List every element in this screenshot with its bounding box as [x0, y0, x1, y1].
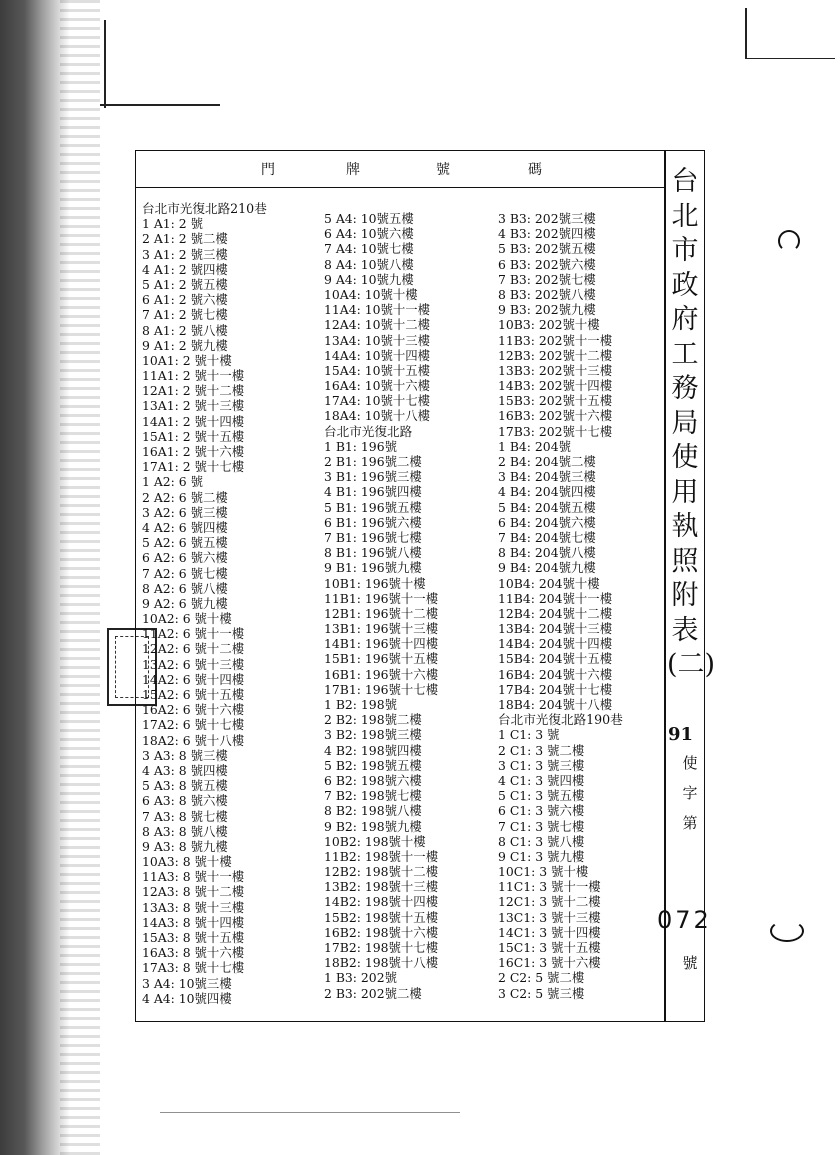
address-line: 1 B3: 202號: [324, 970, 397, 986]
address-line: 2 B4: 204號二樓: [498, 454, 596, 469]
address-line: 9 A1: 2 號九樓: [142, 337, 228, 353]
address-line: 18A4: 10號十八樓: [324, 408, 431, 424]
address-line: 5 A1: 2 號五樓: [142, 276, 228, 292]
address-line: 14A4: 10號十四樓: [324, 347, 431, 363]
address-line: 8 B2: 198號八樓: [324, 803, 422, 819]
address-line: 11A3: 8 號十一樓: [142, 869, 245, 885]
address-line: 1 B1: 196號: [324, 438, 397, 454]
address-line: 6 C1: 3 號六樓: [498, 803, 585, 819]
address-line: 5 B3: 202號五樓: [498, 241, 596, 257]
address-line: 16A1: 2 號十六樓: [142, 444, 245, 459]
scan-line-bottom: [160, 1112, 460, 1113]
address-line: 12B2: 198號十二樓: [324, 864, 439, 880]
address-line: 3 A4: 10號三樓: [142, 975, 232, 991]
scan-speck: [770, 920, 804, 942]
address-line: 4 B3: 202號四樓: [498, 226, 596, 242]
address-line: 15B2: 198號十五樓: [324, 909, 439, 925]
address-line: 12A1: 2 號十二樓: [142, 383, 245, 399]
address-line: 7 B1: 196號七樓: [324, 529, 422, 545]
address-line: 7 A2: 6 號七樓: [142, 565, 228, 581]
address-line: 14B3: 202號十四樓: [498, 378, 613, 394]
address-line: 2 A1: 2 號二樓: [142, 231, 228, 247]
address-line: 11B2: 198號十一樓: [324, 848, 439, 864]
address-line: 17B1: 196號十七樓: [324, 681, 439, 697]
address-line: 10B2: 198號十樓: [324, 833, 426, 849]
address-line: 6 A3: 8 號六樓: [142, 793, 228, 809]
address-line: 12C1: 3 號十二樓: [498, 894, 601, 910]
header-label-1: 門: [261, 162, 275, 178]
address-line: 1 B2: 198號: [324, 697, 397, 712]
address-line: 2 C1: 3 號二樓: [498, 742, 585, 758]
address-line: 9 B3: 202號九樓: [498, 302, 596, 318]
address-line: 15A4: 10號十五樓: [324, 362, 431, 378]
address-line: 5 B2: 198號五樓: [324, 757, 422, 773]
label-hao: 號: [682, 954, 698, 972]
address-line: 13B3: 202號十三樓: [498, 362, 613, 378]
address-line: 8 B3: 202號八樓: [498, 286, 596, 302]
address-line: 4 C1: 3 號四樓: [498, 772, 585, 788]
address-line: 11B1: 196號十一樓: [324, 590, 439, 606]
address-line: 2 B2: 198號二樓: [324, 712, 422, 728]
address-line: 17A4: 10號十七樓: [324, 393, 431, 409]
address-line: 8 A4: 10號八樓: [324, 256, 414, 272]
address-line: 16A4: 10號十六樓: [324, 378, 431, 394]
address-line: 14B1: 196號十四樓: [324, 636, 439, 652]
address-line: 7 A3: 8 號七樓: [142, 808, 228, 824]
address-line: 9 B4: 204號九樓: [498, 560, 596, 576]
title-char: 工: [671, 338, 699, 370]
address-line: 5 C1: 3 號五樓: [498, 788, 585, 804]
title-char: 用: [671, 476, 699, 508]
address-line: 15B3: 202號十五樓: [498, 393, 613, 409]
label-shi: 使: [682, 754, 698, 772]
permit-number: 91: [668, 724, 694, 745]
title-char: (二): [667, 649, 716, 680]
address-line: 2 A2: 6 號二樓: [142, 489, 228, 505]
address-line: 6 A2: 6 號六樓: [142, 550, 228, 566]
address-line: 台北市光復北路190巷: [498, 712, 623, 728]
address-line: 1 A2: 6 號: [142, 474, 203, 490]
address-line: 7 A4: 10號七樓: [324, 241, 414, 257]
address-line: 1 A1: 2 號: [142, 216, 203, 232]
address-line: 6 B2: 198號六樓: [324, 772, 422, 788]
address-line: 15B4: 204號十五樓: [498, 651, 613, 667]
address-line: 11A1: 2 號十一樓: [142, 368, 245, 384]
address-line: 11B3: 202號十一樓: [498, 332, 613, 348]
address-line: 11C1: 3 號十一樓: [498, 879, 601, 895]
address-line: 14B2: 198號十四樓: [324, 894, 439, 910]
address-line: 14A1: 2 號十四樓: [142, 413, 245, 429]
address-line: 17A3: 8 號十七樓: [142, 960, 245, 976]
address-line: 14C1: 3 號十四樓: [498, 924, 601, 940]
address-line: 3 A1: 2 號三樓: [142, 246, 228, 262]
address-line: 1 B4: 204號: [498, 438, 571, 454]
address-line: 12A2: 6 號十二樓: [142, 641, 245, 657]
address-line: 14A2: 6 號十四樓: [142, 671, 245, 687]
address-line: 8 B4: 204號八樓: [498, 545, 596, 561]
label-di: 第: [682, 814, 698, 832]
address-line: 13C1: 3 號十三樓: [498, 909, 601, 925]
address-line: 5 A3: 8 號五樓: [142, 778, 228, 794]
side-divider: [664, 151, 666, 1021]
address-line: 12B3: 202號十二樓: [498, 347, 613, 363]
address-line: 18B2: 198號十八樓: [324, 955, 439, 971]
address-line: 7 A1: 2 號七樓: [142, 307, 228, 323]
address-line: 16A3: 8 號十六樓: [142, 945, 245, 961]
scan-speck: [778, 230, 800, 252]
address-line: 3 C2: 5 號三樓: [498, 985, 585, 1001]
address-line: 4 A1: 2 號四樓: [142, 261, 228, 277]
address-line: 3 A2: 6 號三樓: [142, 504, 228, 520]
address-line: 3 B4: 204號三樓: [498, 469, 596, 485]
header-label-4: 碼: [528, 162, 542, 178]
title-char: 北: [671, 200, 699, 232]
address-line: 16B2: 198號十六樓: [324, 924, 439, 940]
address-line: 1 C1: 3 號: [498, 727, 560, 743]
address-line: 10B4: 204號十樓: [498, 575, 600, 591]
address-line: 9 B1: 196號九樓: [324, 560, 422, 576]
address-line: 7 B2: 198號七樓: [324, 788, 422, 804]
address-line: 3 A3: 8 號三樓: [142, 747, 228, 763]
header-label-3: 號: [436, 162, 450, 178]
address-line: 17B2: 198號十七樓: [324, 940, 439, 955]
address-line: 11A4: 10號十一樓: [324, 302, 431, 318]
address-line: 5 B4: 204號五樓: [498, 499, 596, 515]
address-line: 16B1: 196號十六樓: [324, 666, 439, 682]
address-line: 13A3: 8 號十三樓: [142, 899, 245, 915]
address-line: 9 A3: 8 號九樓: [142, 838, 228, 854]
address-line: 8 A2: 6 號八樓: [142, 580, 228, 596]
address-line: 3 B2: 198號三樓: [324, 727, 422, 743]
scan-line-right: [745, 8, 747, 58]
title-char: 附: [671, 580, 699, 611]
address-line: 17A1: 2 號十七樓: [142, 459, 245, 475]
address-line: 2 B1: 196號二樓: [324, 454, 422, 469]
address-line: 8 B1: 196號八樓: [324, 545, 422, 561]
address-line: 13B1: 196號十三樓: [324, 621, 439, 637]
address-line: 18A2: 6 號十八樓: [142, 732, 245, 748]
address-line: 11B4: 204號十一樓: [498, 590, 613, 606]
address-line: 4 B1: 196號四樓: [324, 484, 422, 500]
scan-line-top-right: [745, 58, 835, 59]
address-line: 13B2: 198號十三樓: [324, 879, 439, 895]
address-line: 6 B1: 196號六樓: [324, 514, 422, 530]
address-line: 9 A2: 6 號九樓: [142, 595, 228, 611]
address-line: 台北市光復北路: [324, 423, 413, 439]
address-line: 12A3: 8 號十二樓: [142, 884, 245, 900]
address-line: 15A1: 2 號十五樓: [142, 428, 245, 444]
scan-line-top: [100, 104, 220, 106]
title-char: 務: [671, 373, 699, 404]
address-line: 13A1: 2 號十三樓: [142, 398, 245, 414]
address-line: 10C1: 3 號十樓: [498, 864, 589, 880]
address-line: 5 A2: 6 號五樓: [142, 535, 228, 551]
address-line: 17B3: 202號十七樓: [498, 423, 613, 439]
address-table: [135, 150, 716, 1022]
address-line: 17B4: 204號十七樓: [498, 681, 613, 697]
title-char: 市: [671, 235, 699, 266]
address-line: 4 A3: 8 號四樓: [142, 762, 228, 778]
address-line: 6 B3: 202號六樓: [498, 256, 596, 272]
address-line: 9 B2: 198號九樓: [324, 818, 422, 834]
title-char: 府: [671, 304, 699, 335]
address-line: 12B4: 204號十二樓: [498, 605, 613, 621]
title-char: 局: [671, 407, 699, 439]
title-char: 表: [671, 614, 699, 646]
address-line: 7 B3: 202號七樓: [498, 271, 596, 287]
address-line: 6 A4: 10號六樓: [324, 226, 414, 242]
address-line: 10B1: 196號十樓: [324, 575, 426, 591]
address-line: 15C1: 3 號十五樓: [498, 940, 601, 955]
address-line: 5 B1: 196號五樓: [324, 499, 422, 515]
address-line: 16C1: 3 號十六樓: [498, 955, 601, 971]
address-line: 13A4: 10號十三樓: [324, 332, 431, 348]
address-line: 15A3: 8 號十五樓: [142, 930, 245, 945]
address-line: 15B1: 196號十五樓: [324, 651, 439, 667]
address-line: 16A2: 6 號十六樓: [142, 702, 245, 718]
address-line: 10A4: 10號十樓: [324, 286, 418, 302]
address-line: 4 A2: 6 號四樓: [142, 519, 228, 535]
address-line: 16B3: 202號十六樓: [498, 408, 613, 424]
address-line: 18B4: 204號十八樓: [498, 697, 613, 712]
header-label-2: 牌: [346, 162, 360, 178]
address-line: 8 A1: 2 號八樓: [142, 322, 228, 338]
address-line: 16B4: 204號十六樓: [498, 666, 613, 682]
address-line: 17A2: 6 號十七樓: [142, 717, 245, 733]
address-line: 3 B1: 196號三樓: [324, 469, 422, 485]
address-line: 7 C1: 3 號七樓: [498, 818, 585, 834]
address-line: 2 B3: 202號二樓: [324, 985, 422, 1001]
address-line: 台北市光復北路210巷: [142, 201, 267, 216]
address-line: 6 B4: 204號六樓: [498, 514, 596, 530]
address-line: 9 A4: 10號九樓: [324, 271, 414, 287]
title-char: 政: [671, 269, 699, 301]
address-line: 12A4: 10號十二樓: [324, 317, 431, 333]
address-line: 4 B2: 198號四樓: [324, 742, 422, 758]
scan-line-vert: [104, 20, 106, 108]
address-line: 14B4: 204號十四樓: [498, 636, 613, 652]
address-line: 9 C1: 3 號九樓: [498, 848, 585, 864]
address-column-3: [498, 211, 623, 1001]
title-char: 使: [671, 442, 699, 473]
title-char: 執: [671, 511, 699, 542]
address-column-2: [324, 211, 438, 1001]
title-char: 照: [671, 545, 699, 577]
address-line: 7 B4: 204號七樓: [498, 529, 596, 545]
address-line: 14A3: 8 號十四樓: [142, 914, 245, 930]
address-line: 10A3: 8 號十樓: [142, 854, 232, 870]
table-header: [136, 151, 664, 188]
address-line: 15A2: 6 號十五樓: [142, 687, 245, 702]
address-line: 2 C2: 5 號二樓: [498, 970, 585, 986]
address-line: 6 A1: 2 號六樓: [142, 292, 228, 308]
handwritten-number: 072: [657, 906, 712, 934]
address-line: 8 C1: 3 號八樓: [498, 833, 585, 849]
address-line: 8 A3: 8 號八樓: [142, 823, 228, 839]
address-line: 10B3: 202號十樓: [498, 317, 600, 333]
address-line: 3 C1: 3 號三樓: [498, 757, 585, 773]
address-column-1: [142, 201, 267, 1006]
address-line: 10A1: 2 號十樓: [142, 352, 232, 368]
address-line: 11A2: 6 號十一樓: [142, 626, 245, 642]
address-line: 13B4: 204號十三樓: [498, 621, 613, 637]
address-line: 4 B4: 204號四樓: [498, 484, 596, 500]
address-line: 5 A4: 10號五樓: [324, 211, 414, 226]
address-line: 4 A4: 10號四樓: [142, 990, 232, 1006]
title-char: 台: [671, 166, 699, 197]
address-line: 3 B3: 202號三樓: [498, 211, 596, 226]
address-line: 10A2: 6 號十樓: [142, 611, 232, 627]
vertical-title: [667, 165, 716, 683]
label-zi: 字: [682, 784, 698, 802]
address-line: 12B1: 196號十二樓: [324, 605, 439, 621]
binding-texture: [60, 0, 100, 1155]
address-line: 13A2: 6 號十三樓: [142, 656, 245, 672]
